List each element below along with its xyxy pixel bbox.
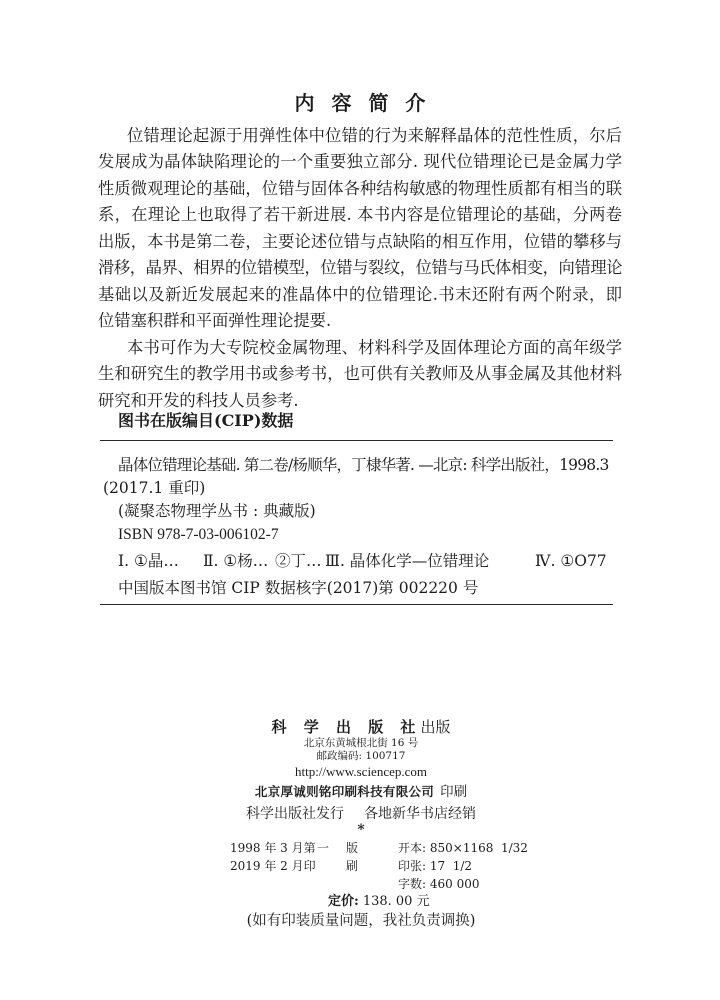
cip-title-line: 晶体位错理论基础. 第二卷/杨顺华，丁棣华著. —北京: 科学出版社，1998.3 (118, 456, 609, 474)
summary-line: 生和研究生的教学用书或参考书，也可供有关教师及从事金属及其他材料 (98, 364, 622, 384)
summary-line: 出版，本书是第二卷，主要论述位错与点缺陷的相互作用，位错的攀移与 (98, 231, 622, 251)
price-line (328, 893, 430, 911)
distribution-line (0, 805, 720, 823)
printer-name: 北京厚诚则铭印刷科技有限公司 (254, 784, 435, 799)
printed-sheets: 印张: 17 1/2 (398, 859, 473, 873)
cip-isbn-line: ISBN 978-7-03-006102-7 (118, 526, 279, 543)
cip-record-number-line: 中国版本图书馆 CIP 数据核字(2017)第 002220 号 (118, 579, 479, 597)
cip-classification-line (118, 550, 613, 572)
publisher-postcode: 邮政编码: 100717 (316, 750, 406, 762)
divider-line (100, 440, 613, 441)
summary-line: 滑移，晶界、相界的位错模型，位错与裂纹，位错与马氏体相变，向错理论 (98, 258, 623, 278)
print-date: 2019 年 2 月印 (230, 859, 316, 873)
classification-item: Ⅱ. ①杨… (203, 552, 269, 570)
edition-unit: 版 (346, 841, 359, 855)
price-value: 138. 00 元 (362, 894, 430, 909)
edition-mark: 一 (317, 841, 330, 855)
summary-line: 位错塞积群和平面弹性理论提要. (98, 311, 332, 331)
summary-line: 研究和开发的科技人员参考. (98, 390, 299, 410)
summary-line: 位错理论起源于用弹性体中位错的行为来解释晶体的范性性质，尔后 (127, 126, 622, 145)
printer-action: 印刷 (440, 784, 468, 800)
word-count: 字数: 460 000 (398, 877, 480, 891)
cip-heading: 图书在版编目(CIP)数据 (118, 411, 294, 430)
publisher-name: 科 学 出 版 社 (271, 718, 417, 736)
classification-item: Ⅲ. 晶体化学—位错理论 (325, 552, 490, 570)
distributor: 科学出版社发行 (246, 806, 344, 822)
classification-item: ②丁… (275, 552, 322, 570)
summary-line: 性质微观理论的基础，位错与固体各种结构敏感的物理性质都有相当的联 (98, 178, 622, 198)
publisher-address: 北京东黄城根北街 16 号 (303, 737, 419, 749)
printer-line (0, 782, 720, 801)
edition-date: 1998 年 3 月第 (230, 841, 316, 855)
quality-notice: (如有印装质量问题，我社负责调换) (246, 913, 476, 929)
separator-asterisk: * (357, 822, 365, 838)
summary-line: 发展成为晶体缺陷理论的一个重要独立部分. 现代位错理论已是金属力学 (98, 152, 622, 172)
summary-paragraph (98, 123, 622, 335)
price-label: 定价: (328, 894, 359, 909)
summary-line: 系，在理论上也取得了若干新进展. 本书内容是位错理论的基础，分两卷 (98, 205, 622, 225)
retailer: 各地新华书店经销 (364, 806, 476, 822)
publisher-action: 出版 (420, 718, 451, 736)
cip-reprint-line: (2017.1 重印) (103, 479, 206, 497)
divider-line (100, 604, 613, 605)
classification-item: Ⅳ. ①O77 (535, 552, 607, 570)
cip-series-line: (凝聚态物理学丛书 : 典藏版) (118, 502, 316, 520)
classification-item: Ⅰ. ①晶… (118, 552, 179, 570)
summary-body (98, 123, 622, 414)
print-unit: 刷 (346, 859, 359, 873)
publisher-line (0, 716, 720, 738)
summary-paragraph (98, 335, 622, 414)
book-format: 开本: 850×1168 1/32 (398, 841, 528, 855)
section-title: 内 容 简 介 (294, 91, 426, 115)
summary-line: 基础以及新近发展起来的准晶体中的位错理论.书末还附有两个附录，即 (98, 284, 622, 304)
summary-line: 本书可作为大专院校金属物理、材料科学及固体理论方面的高年级学 (127, 337, 622, 357)
publisher-url: http://www.sciencep.com (294, 764, 427, 779)
